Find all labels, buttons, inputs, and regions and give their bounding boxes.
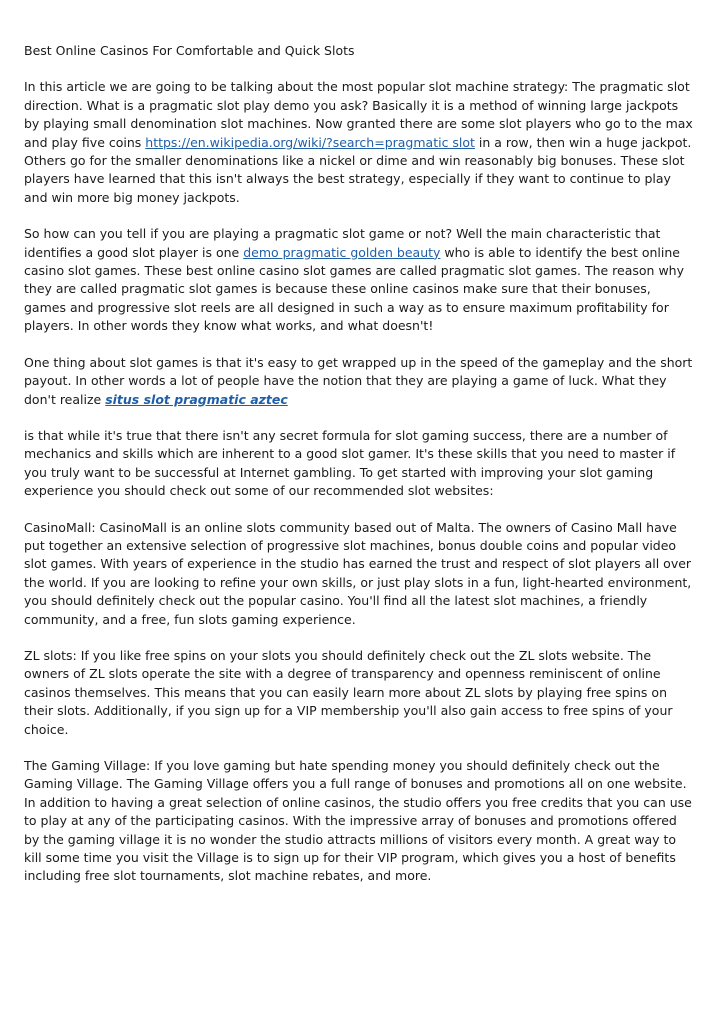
paragraph-skills: is that while it's true that there isn't any secret formula for slot gaming success, there are a number of mechanics and skills which are inherent to a good slot gamer. It's these skills that you need to master if you truly want to be successful at Internet gambling. To get started with improving your slot gaming experience you should check out some of our recommended slot websites: [24,427,676,499]
document-page [24,42,696,904]
wikipedia-search-link[interactable]: https://en.wikipedia.org/wiki/?search=pragmatic slot [145,134,475,150]
paragraph-identify [24,225,696,335]
document-title: Best Online Casinos For Comfortable and Quick Slots [24,43,355,58]
demo-pragmatic-link[interactable]: demo pragmatic golden beauty [243,244,441,260]
paragraph-casinomall: CasinoMall: CasinoMall is an online slots community based out of Malta. The owners of Casino Mall have put together an extensive selection of progressive slot machines, bonus double coins and popular video slot games. With years of experience in the studio has earned the trust and respect of slot players all over the world. If you are looking to refine your own skills, or just play slots in a fun, light-hearted environment, you should definitely check out the popular casino. You'll find all the latest slot machines, a friendly community, and a free, fun slots gaming experience. [24,519,692,627]
paragraph-text: So how can you tell if you are playing a pragmatic slot game or not? Well the main characteristic that identifies a good slot player is one [24,226,661,260]
paragraph-text: In this article we are going to be talking about the most popular slot machine strategy: The pragmatic slot direction. What is a pragmatic slot play demo you ask? Basically it is a method of winning large jackpots by playing small denomination slot machines. Now granted there are some slot players who go to the max and play five coins [24,79,693,150]
paragraph-text: in a row, then win a huge jackpot. Others go for the smaller denominations like a nickel or dime and win reasonably big bonuses. These slot players have learned that this isn't always the best strategy, especially if they want to continue to play and win more big money jackpots. [24,134,692,205]
paragraph-text: who is able to identify the best online casino slot games. These best online casino slot games are called pragmatic slot games. The reason why they are called pragmatic slot games is because these online casinos make sure that their bonuses, games and progressive slot reels are all designed in such a way as to ensure maximum profitability for players. In other words they know what works, and what doesn't! [24,244,684,334]
paragraph-gaming-village: The Gaming Village: If you love gaming but hate spending money you should definitely check out the Gaming Village. The Gaming Village offers you a full range of bonuses and promotions all on one website. In addition to having a great selection of online casinos, the studio offers you free credits that you can use to play at any of the participating casinos. With the impressive array of bonuses and promotions offered by the gaming village it is no wonder the studio attracts millions of visitors every month. A great way to kill some time you visit the Village is to sign up for their VIP program, which gives you a host of benefits including free slot tournaments, slot machine rebates, and more. [24,758,692,884]
paragraph-zl-slots: ZL slots: If you like free spins on your slots you should definitely check out the ZL slots website. The owners of ZL slots operate the site with a degree of transparency and openness reminiscent of online casinos themselves. This means that you can easily learn more about ZL slots by playing free spins on their slots. Additionally, if you sign up for a VIP membership you'll also gain access to free spins of your choice. [24,647,673,737]
situs-slot-link[interactable]: situs slot pragmatic aztec [105,391,288,407]
paragraph-intro [24,78,696,207]
paragraph-speed [24,354,696,409]
paragraph-text: One thing about slot games is that it's easy to get wrapped up in the speed of the gameplay and the short payout. In other words a lot of people have the notion that they are playing a game of luck. What they don't realize [24,354,693,407]
